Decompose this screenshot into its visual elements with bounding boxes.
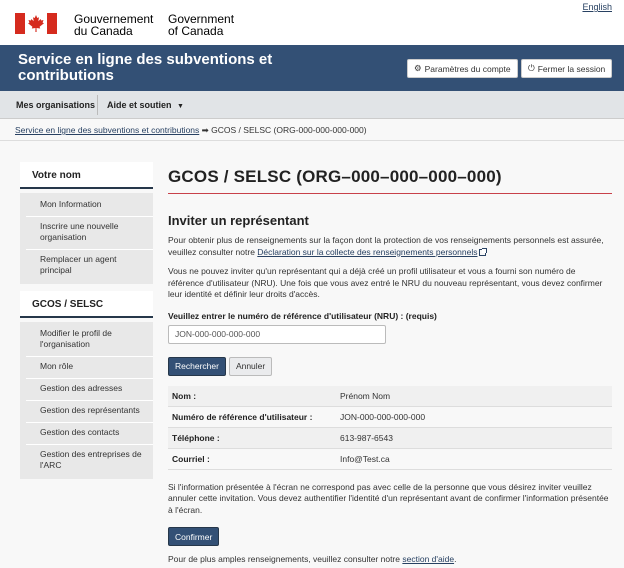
help-notice: [168, 554, 612, 566]
table-row: [168, 386, 612, 407]
sidebar-item-representatives[interactable]: Gestion des représentants: [26, 401, 153, 423]
breadcrumb-current: GCOS / SELSC (ORG-000-000-000-000): [211, 125, 367, 135]
search-button[interactable]: Rechercher: [168, 357, 226, 376]
sidebar-item-my-information[interactable]: Mon Information: [26, 195, 153, 217]
cancel-button[interactable]: Annuler: [229, 357, 272, 376]
search-actions: [168, 357, 612, 376]
email-label: Courriel :: [172, 453, 210, 464]
sidebar-item-register-organisation[interactable]: Inscrire une nouvelle organisation: [26, 217, 153, 250]
title-rule: [168, 193, 612, 194]
sidebar-item-replace-agent[interactable]: Remplacer un agent principal: [26, 250, 153, 282]
external-link-icon: [479, 249, 486, 256]
sidebar-item-cra-businesses[interactable]: Gestion des entreprises de l'ARC: [26, 445, 153, 477]
sidebar-item-contacts[interactable]: Gestion des contacts: [26, 423, 153, 445]
instructions-text: Vous ne pouvez inviter qu'un représentant qui a déjà créé un profil utilisateur et vous a fourni son numéro de référence d'utilisateur (NRU). Une fois que vous avez entré le NRU du nouveau représentant, vous devez confirmer leur identité et définir leur droits d'accès.: [168, 266, 603, 299]
logout-button[interactable]: [521, 59, 612, 78]
language-toggle-link[interactable]: English: [582, 2, 612, 12]
sidebar-section-org: [20, 322, 153, 479]
name-value: Prénom Nom: [340, 390, 391, 401]
menu-help-support[interactable]: [107, 91, 184, 119]
power-icon: ⏻: [528, 63, 535, 73]
sidebar-section-user-title: Votre nom: [20, 162, 153, 189]
help-text: Pour de plus amples renseignements, veuillez consulter notre: [168, 554, 403, 564]
email-value: Info@Test.ca: [340, 453, 390, 464]
privacy-statement-link[interactable]: Déclaration sur la collecte des renseignements personnels: [257, 246, 478, 257]
nru-field-label: Veuillez entrer le numéro de référence d'utilisateur (NRU) : (requis): [168, 310, 437, 321]
sidebar-item-addresses[interactable]: Gestion des adresses: [26, 379, 153, 401]
breadcrumb-arrow-icon: ➡: [201, 125, 209, 135]
sidebar-item-my-role[interactable]: Mon rôle: [26, 357, 153, 379]
sidebar-section-user: [20, 193, 153, 284]
menu-my-organisations[interactable]: Mes organisations: [16, 100, 96, 110]
page-title: GCOS / SELSC (ORG–000–000–000–000): [168, 167, 502, 186]
chevron-down-icon: ▼: [177, 103, 184, 110]
wordmark-en: Government of Canada: [168, 12, 235, 38]
app-title[interactable]: Service en ligne des subventions et contributions: [18, 51, 273, 84]
app-banner: [0, 45, 624, 91]
sidebar-section-org-title: GCOS / SELSC: [20, 291, 153, 318]
menu-help-label: Aide et soutien: [107, 100, 172, 110]
gear-icon: ⚙: [414, 63, 422, 73]
confirm-actions: [168, 527, 612, 546]
account-settings-button[interactable]: [407, 59, 518, 78]
account-settings-label: Paramètres du compte: [424, 63, 511, 74]
nru-label: Numéro de référence d'utilisateur :: [172, 411, 313, 422]
privacy-notice: [168, 235, 612, 258]
table-row: [168, 428, 612, 449]
sidebar: [20, 162, 153, 479]
phone-label: Téléphone :: [172, 432, 220, 443]
help-end: .: [454, 554, 457, 564]
confirm-button[interactable]: Confirmer: [168, 527, 219, 546]
menu-divider: [97, 95, 98, 115]
name-label: Nom :: [172, 390, 197, 401]
logout-label: Fermer la session: [537, 63, 606, 74]
breadcrumb-home-link[interactable]: Service en ligne des subventions et contributions: [15, 125, 200, 135]
nru-value: JON-000-000-000-000: [340, 411, 426, 422]
breadcrumb-divider: [0, 140, 624, 141]
canada-flag-icon: [15, 13, 57, 34]
mismatch-notice: Si l'information présentée à l'écran ne correspond pas avec celle de la personne que vous désirez inviter veuillez annuler cette invitation. Vous devez authentifier l'identité d'un représentant avant de confirmer l'information présentée à l'écran.: [168, 481, 609, 515]
sidebar-item-org-profile[interactable]: Modifier le profil de l'organisation: [26, 324, 153, 357]
wordmark-fr: Gouvernement du Canada: [74, 12, 154, 38]
gc-header: [0, 0, 624, 45]
privacy-text: Pour obtenir plus de renseignements sur la façon dont la protection de vos renseignements personnels est assurée, veuillez consulter notre: [168, 235, 604, 257]
nru-input[interactable]: JON-000-000-000-000: [168, 325, 386, 344]
gc-signature[interactable]: [15, 13, 248, 37]
representative-details-table: [168, 386, 612, 470]
help-section-link[interactable]: section d'aide: [402, 554, 455, 564]
table-row: [168, 407, 612, 428]
main-content: [168, 162, 612, 566]
section-title: Inviter un représentant: [168, 213, 309, 228]
table-row: [168, 449, 612, 470]
breadcrumb: [15, 125, 367, 136]
phone-value: 613-987-6543: [340, 432, 393, 443]
main-menu: [0, 91, 624, 119]
